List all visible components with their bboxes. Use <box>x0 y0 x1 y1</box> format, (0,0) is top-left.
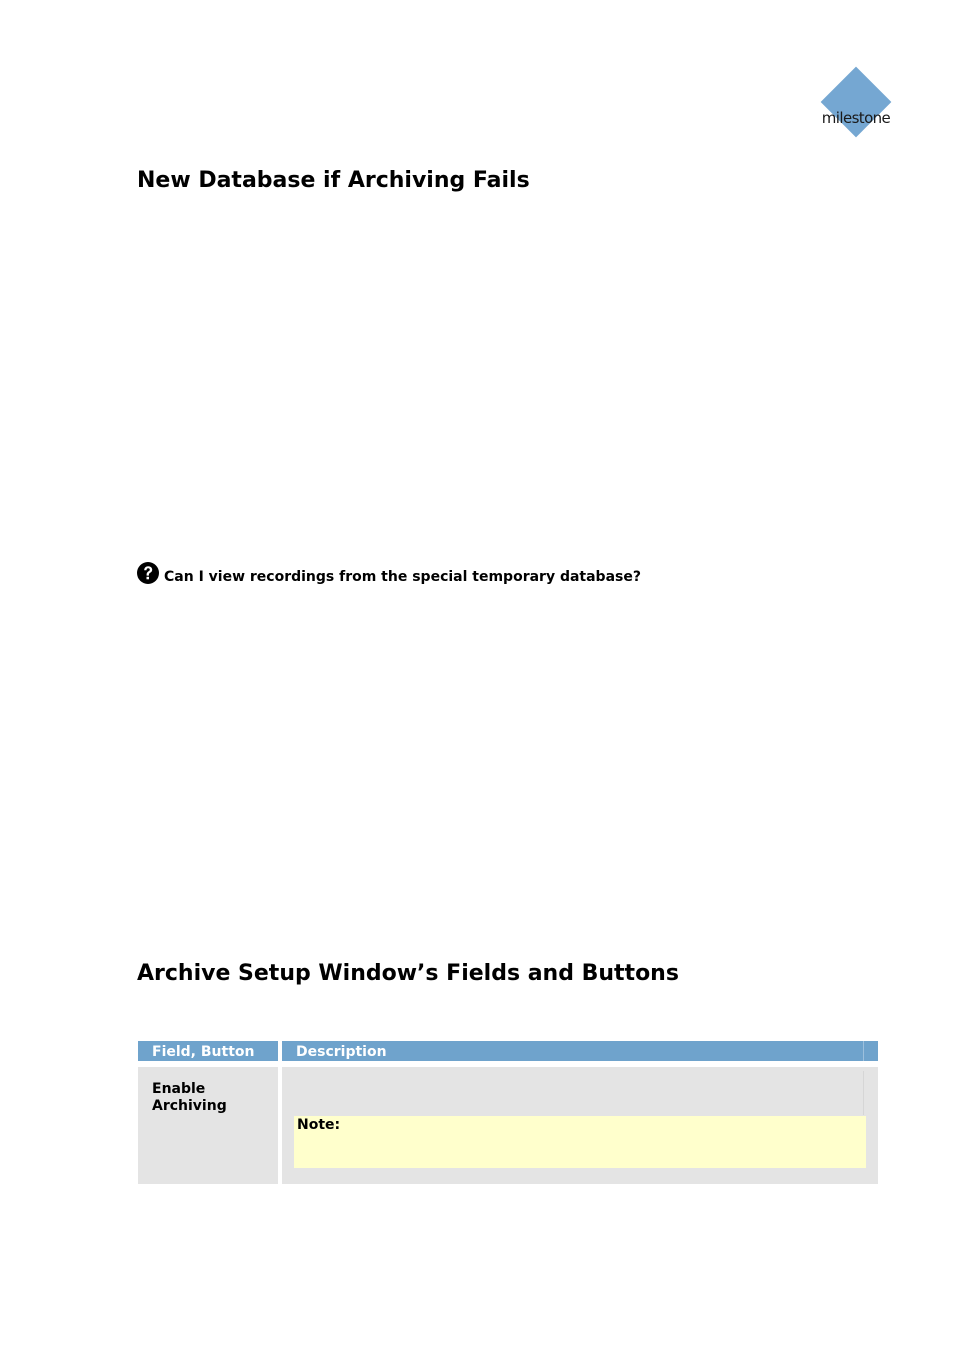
note-label: Note: <box>297 1117 341 1133</box>
field-name-enable-archiving: Enable Archiving <box>152 1081 227 1114</box>
table-header-field <box>138 1041 278 1061</box>
milestone-logo <box>818 66 894 142</box>
section-heading-new-database: New Database if Archiving Fails <box>137 168 530 193</box>
logo-text: milestone <box>821 109 891 127</box>
table-header-description <box>282 1041 878 1061</box>
faq-question: Can I view recordings from the special temporary database? <box>164 569 641 585</box>
table-row-description-cell <box>282 1067 878 1184</box>
section-heading-fields-buttons: Archive Setup Window’s Fields and Buttons <box>137 961 679 986</box>
table-header-description-label: Description <box>296 1044 387 1060</box>
header-divider <box>863 1041 864 1061</box>
cell-divider <box>863 1071 864 1115</box>
note-box <box>294 1116 866 1168</box>
table-row-field-cell <box>138 1067 278 1184</box>
question-circle-icon <box>136 561 160 585</box>
fields-table <box>138 1041 878 1184</box>
faq-item <box>136 561 641 585</box>
table-header-field-label: Field, Button <box>152 1044 255 1060</box>
